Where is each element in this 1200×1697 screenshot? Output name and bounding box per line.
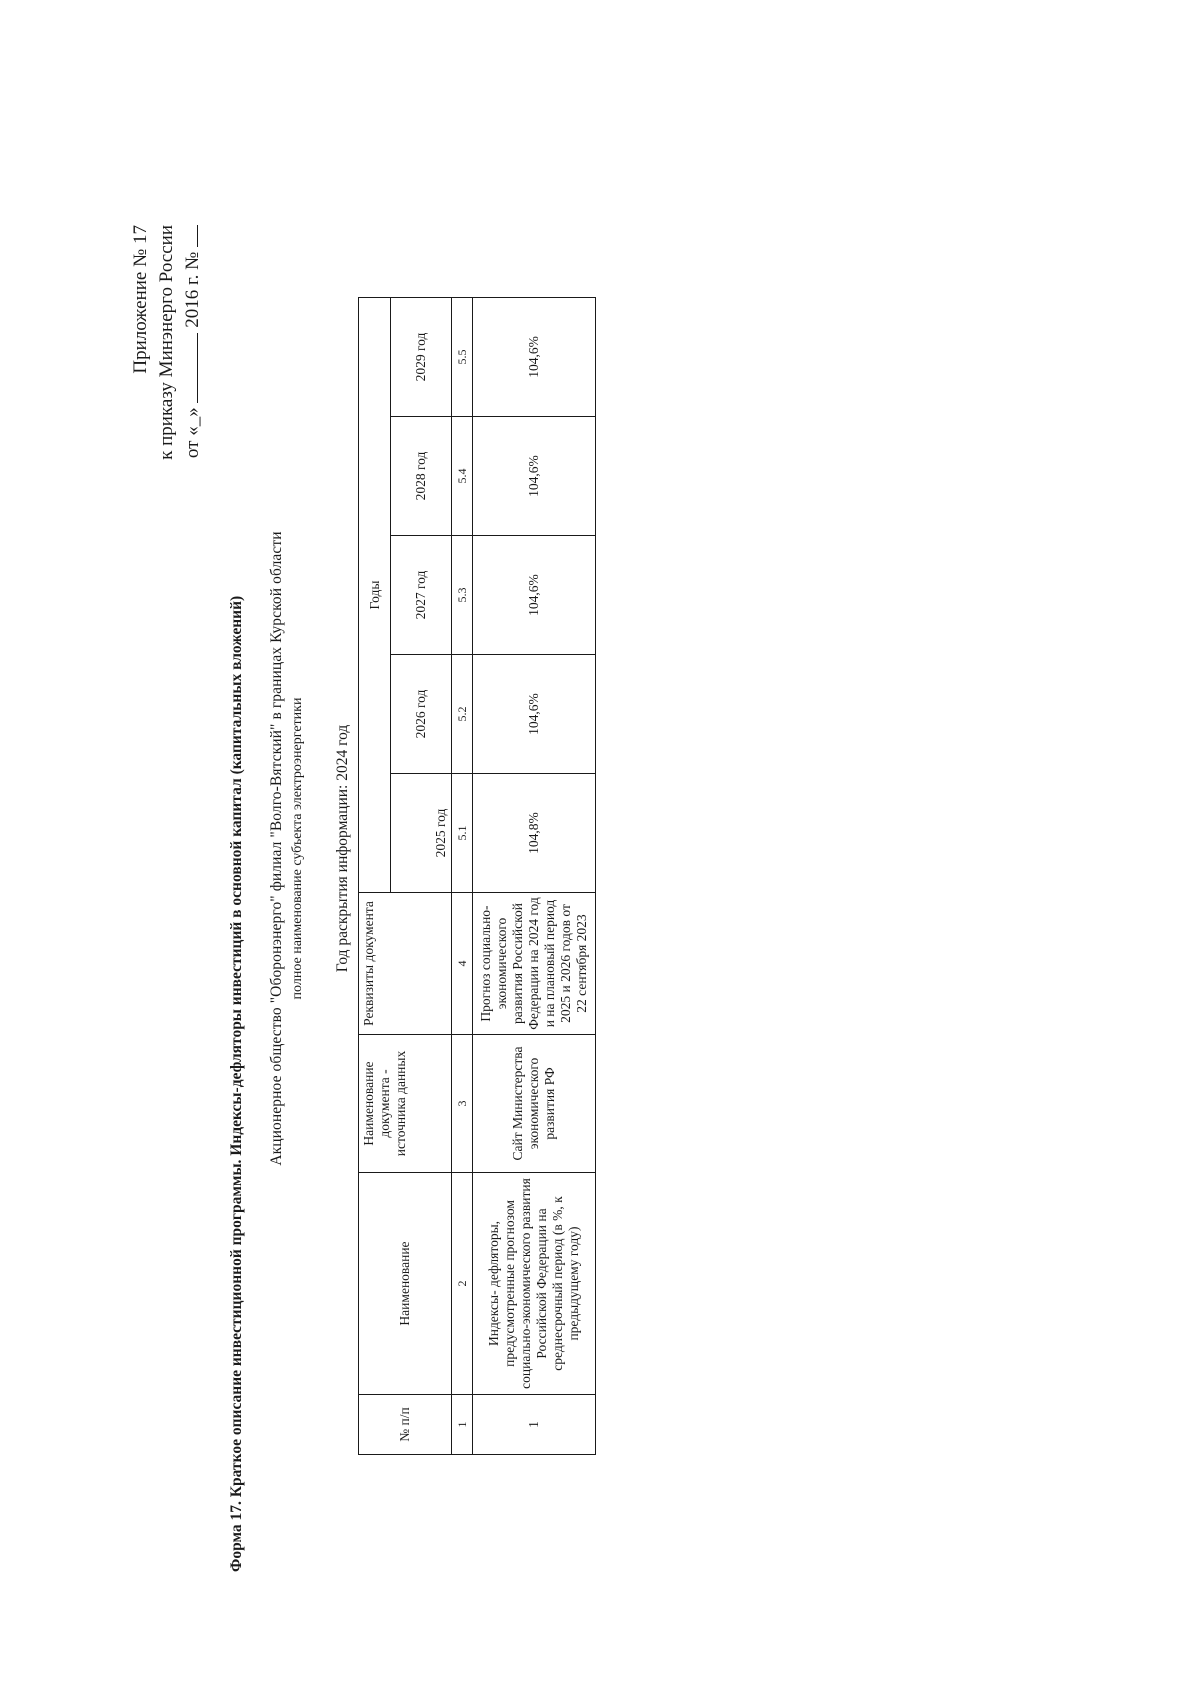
appendix-header — [128, 225, 206, 460]
column-number: 4 — [452, 893, 473, 1035]
header-year-2026: 2026 год — [391, 655, 452, 774]
row-value-2026: 104,6% — [473, 655, 596, 774]
header-row-top — [359, 297, 391, 1454]
header-year-2029: 2029 год — [391, 297, 452, 416]
header-year-2028: 2028 год — [391, 417, 452, 536]
header-source-doc: Наименование документа - источника данных — [359, 1035, 452, 1173]
organization-name: Акционерное общество "Оборонэнерго" филиал "Волго-Вятский" в границах Курской области — [268, 531, 285, 1166]
appendix-number: Приложение № 17 — [130, 225, 151, 374]
row-value-2029: 104,6% — [473, 297, 596, 416]
header-years-group: Годы — [359, 297, 391, 892]
row-value-2025: 104,8% — [473, 774, 596, 893]
disclosure-year: Год раскрытия информации: 2024 год — [334, 724, 351, 973]
table-row — [473, 297, 596, 1454]
column-number: 5.1 — [452, 774, 473, 893]
header-year-2025: 2025 год — [391, 774, 452, 893]
row-value-2027: 104,6% — [473, 536, 596, 655]
header-num: № п/п — [359, 1395, 452, 1455]
appendix-date-line — [180, 225, 206, 460]
date-blank-underline — [181, 333, 198, 403]
form-title: Форма 17. Краткое описание инвестиционной программы. Индексы-дефляторы инвестиций в основной капитал (капитальных вложений) — [228, 595, 245, 1572]
column-number: 5.4 — [452, 417, 473, 536]
header-requisites: Реквизиты документа — [359, 893, 452, 1035]
column-number: 5.3 — [452, 536, 473, 655]
column-number: 5.2 — [452, 655, 473, 774]
appendix-date-prefix: от «_» — [182, 407, 203, 459]
deflator-table — [358, 297, 596, 1455]
row-requisites-cell — [473, 893, 596, 1035]
row-name: Индексы- дефляторы, предусмотренные прогнозом социально-экономического развития Российской Федерации на среднесрочный период (в %, к предыдущему году) — [473, 1173, 596, 1395]
header-name: Наименование — [359, 1173, 452, 1395]
appendix-year: 2016 г. № — [182, 251, 203, 328]
appendix-order-reference: к приказу Минэнерго России — [156, 225, 177, 460]
column-number: 3 — [452, 1035, 473, 1173]
number-blank-underline — [181, 225, 198, 247]
column-number-row — [452, 297, 473, 1454]
row-requisites: Прогноз социально-экономического развития Российской Федерации на 2024 год и на плановый период 2025 и 2026 годов от 22 сентября 2023 — [478, 897, 589, 1030]
header-year-2027: 2027 год — [391, 536, 452, 655]
row-source-doc: Сайт Министерства экономического развития РФ — [473, 1035, 596, 1173]
column-number: 1 — [452, 1395, 473, 1455]
row-num: 1 — [473, 1395, 596, 1455]
row-value-2028: 104,6% — [473, 417, 596, 536]
column-number: 5.5 — [452, 297, 473, 416]
column-number: 2 — [452, 1173, 473, 1395]
organization-caption: полное наименование субъекта электроэнергетики — [290, 697, 305, 1000]
